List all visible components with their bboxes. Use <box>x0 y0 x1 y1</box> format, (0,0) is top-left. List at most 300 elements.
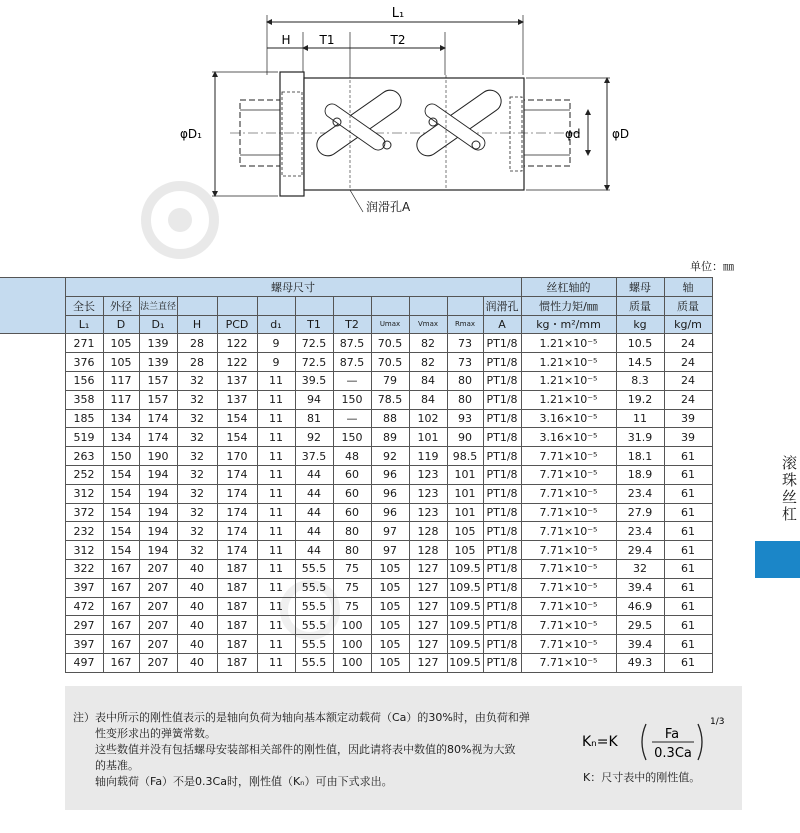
table-cell: 11 <box>257 465 295 484</box>
table-cell: 187 <box>217 616 257 635</box>
table-cell: 154 <box>103 503 139 522</box>
dim-T1-label: T1 <box>319 33 335 47</box>
table-cell: PT1/8 <box>483 428 521 447</box>
table-cell: 61 <box>664 541 712 560</box>
table-cell: 55.5 <box>295 616 333 635</box>
inertia-header-3: kg・m²/mm <box>521 315 616 334</box>
table-cell: 79 <box>371 371 409 390</box>
table-cell: 44 <box>295 503 333 522</box>
table-cell: 9 <box>257 334 295 353</box>
table-cell: 93 <box>447 409 483 428</box>
lead-cell <box>0 578 65 597</box>
table-cell: PT1/8 <box>483 653 521 672</box>
table-cell: 187 <box>217 635 257 654</box>
table-cell: 123 <box>409 503 447 522</box>
table-cell: PT1/8 <box>483 447 521 466</box>
table-cell: 207 <box>139 559 177 578</box>
table-row <box>0 653 712 672</box>
table-row <box>0 465 712 484</box>
table-cell: 44 <box>295 541 333 560</box>
lead-cell <box>0 409 65 428</box>
table-cell: 32 <box>177 522 217 541</box>
table-row <box>0 447 712 466</box>
table-cell: 154 <box>103 465 139 484</box>
table-cell: 11 <box>257 447 295 466</box>
table-cell: 187 <box>217 578 257 597</box>
table-cell: 174 <box>139 409 177 428</box>
table-cell: 101 <box>409 428 447 447</box>
lead-header-cell <box>0 278 65 334</box>
table-cell: 358 <box>65 390 103 409</box>
lead-cell <box>0 522 65 541</box>
table-cell: 39.4 <box>616 578 664 597</box>
table-cell: 167 <box>103 597 139 616</box>
k-note: K：尺寸表中的刚性值。 <box>583 771 701 784</box>
table-cell: 39 <box>664 409 712 428</box>
table-cell: 123 <box>409 484 447 503</box>
table-cell: PT1/8 <box>483 559 521 578</box>
table-cell: 150 <box>333 390 371 409</box>
col-top <box>217 296 257 315</box>
table-cell: 11 <box>257 390 295 409</box>
table-cell: 55.5 <box>295 578 333 597</box>
table-cell: PT1/8 <box>483 522 521 541</box>
table-row <box>0 503 712 522</box>
col-top <box>447 296 483 315</box>
table-row <box>0 409 712 428</box>
table-cell: PT1/8 <box>483 334 521 353</box>
table-cell: 11 <box>257 616 295 635</box>
table-cell: 167 <box>103 559 139 578</box>
col-bottom: Rmax <box>447 315 483 334</box>
table-cell: 10.5 <box>616 334 664 353</box>
table-cell: 167 <box>103 635 139 654</box>
col-bottom: D <box>103 315 139 334</box>
table-cell: 40 <box>177 616 217 635</box>
table-cell: 70.5 <box>371 353 409 372</box>
nut-mass-header-3: kg <box>616 315 664 334</box>
table-cell: 24 <box>664 390 712 409</box>
table-cell: 1.21×10⁻⁵ <box>521 334 616 353</box>
table-cell: 32 <box>177 390 217 409</box>
table-cell: PT1/8 <box>483 635 521 654</box>
note-text <box>73 710 563 790</box>
nut-mass-header-1: 螺母 <box>616 278 664 297</box>
table-cell: 167 <box>103 653 139 672</box>
col-bottom: d₁ <box>257 315 295 334</box>
table-cell: 207 <box>139 653 177 672</box>
formula-exponent: 1/3 <box>710 717 725 727</box>
table-cell: PT1/8 <box>483 465 521 484</box>
dim-D1-label: φD₁ <box>180 127 202 141</box>
table-cell: PT1/8 <box>483 597 521 616</box>
table-cell: 128 <box>409 522 447 541</box>
table-cell: PT1/8 <box>483 484 521 503</box>
table-cell: 322 <box>65 559 103 578</box>
col-top <box>257 296 295 315</box>
note-line: 的基准。 <box>95 759 139 772</box>
table-cell: 297 <box>65 616 103 635</box>
table-cell: 96 <box>371 503 409 522</box>
table-cell: 123 <box>409 465 447 484</box>
table-cell: 94 <box>295 390 333 409</box>
lead-cell <box>0 541 65 560</box>
col-bottom: Vmax <box>409 315 447 334</box>
table-cell: 80 <box>333 541 371 560</box>
table-cell: PT1/8 <box>483 371 521 390</box>
table-cell: 96 <box>371 484 409 503</box>
formula-numerator: Fa <box>664 727 680 742</box>
col-top <box>295 296 333 315</box>
note-box <box>65 686 742 810</box>
table-cell: 174 <box>217 503 257 522</box>
table-cell: 11 <box>257 541 295 560</box>
table-cell: 61 <box>664 559 712 578</box>
table-cell: 11 <box>257 503 295 522</box>
table-cell: 88 <box>371 409 409 428</box>
table-cell: 7.71×10⁻⁵ <box>521 635 616 654</box>
table-cell: 187 <box>217 597 257 616</box>
table-cell: 72.5 <box>295 334 333 353</box>
table-cell: 376 <box>65 353 103 372</box>
table-cell: 194 <box>139 522 177 541</box>
side-tab-accent <box>755 541 800 578</box>
table-cell: 187 <box>217 653 257 672</box>
table-row <box>0 428 712 447</box>
col-top <box>333 296 371 315</box>
table-cell: 127 <box>409 653 447 672</box>
lead-cell <box>0 484 65 503</box>
table-cell: 82 <box>409 334 447 353</box>
table-cell: 127 <box>409 559 447 578</box>
lube-hole-label: 润滑孔A <box>366 200 411 214</box>
table-cell: 122 <box>217 353 257 372</box>
table-cell: 40 <box>177 578 217 597</box>
table-cell: 101 <box>447 484 483 503</box>
lead-cell <box>0 447 65 466</box>
table-cell: 11 <box>616 409 664 428</box>
table-cell: 207 <box>139 635 177 654</box>
note-line: 轴向载荷（Fa）不是0.3Ca时，刚性值（Kₙ）可由下式求出。 <box>95 775 393 788</box>
table-cell: 3.16×10⁻⁵ <box>521 409 616 428</box>
table-row <box>0 334 712 353</box>
table-cell: 372 <box>65 503 103 522</box>
table-cell: 137 <box>217 390 257 409</box>
table-cell: 207 <box>139 616 177 635</box>
table-cell: 98.5 <box>447 447 483 466</box>
table-cell: 127 <box>409 616 447 635</box>
stiffness-formula <box>580 710 740 766</box>
table-cell: 194 <box>139 541 177 560</box>
col-top <box>409 296 447 315</box>
table-cell: 1.21×10⁻⁵ <box>521 390 616 409</box>
table-cell: 11 <box>257 409 295 428</box>
table-cell: 39 <box>664 428 712 447</box>
table-cell: 75 <box>333 597 371 616</box>
table-cell: 80 <box>333 522 371 541</box>
table-cell: 271 <box>65 334 103 353</box>
table-cell: 61 <box>664 522 712 541</box>
table-cell: 174 <box>217 541 257 560</box>
table-cell: 78.5 <box>371 390 409 409</box>
table-cell: 194 <box>139 503 177 522</box>
table-cell: 29.5 <box>616 616 664 635</box>
table-cell: 105 <box>371 653 409 672</box>
table-cell: 167 <box>103 578 139 597</box>
table-cell: 170 <box>217 447 257 466</box>
table-cell: 72.5 <box>295 353 333 372</box>
table-cell: 11 <box>257 371 295 390</box>
table-cell: 157 <box>139 390 177 409</box>
table-cell: 44 <box>295 465 333 484</box>
table-cell: 7.71×10⁻⁵ <box>521 541 616 560</box>
table-cell: 7.71×10⁻⁵ <box>521 447 616 466</box>
table-cell: 44 <box>295 484 333 503</box>
table-cell: 397 <box>65 635 103 654</box>
table-cell: 14.5 <box>616 353 664 372</box>
table-cell: 154 <box>103 541 139 560</box>
lead-cell <box>0 334 65 353</box>
table-cell: 263 <box>65 447 103 466</box>
table-cell: 109.5 <box>447 635 483 654</box>
col-bottom: L₁ <box>65 315 103 334</box>
table-row <box>0 616 712 635</box>
table-cell: 60 <box>333 484 371 503</box>
lead-cell <box>0 597 65 616</box>
table-cell: 18.9 <box>616 465 664 484</box>
note-line: 注）表中所示的刚性值表示的是轴向负荷为轴向基本额定动载荷（Ca）的30%时，由负荷和弹 <box>73 711 530 724</box>
table-cell: 60 <box>333 465 371 484</box>
lead-cell <box>0 465 65 484</box>
table-cell: 167 <box>103 616 139 635</box>
table-cell: 519 <box>65 428 103 447</box>
table-cell: 39.5 <box>295 371 333 390</box>
table-cell: 156 <box>65 371 103 390</box>
table-cell: 11 <box>257 635 295 654</box>
table-cell: 109.5 <box>447 597 483 616</box>
table-cell: 127 <box>409 635 447 654</box>
table-cell: PT1/8 <box>483 353 521 372</box>
col-top <box>371 296 409 315</box>
col-top: 全长 <box>65 296 103 315</box>
table-cell: 105 <box>371 597 409 616</box>
table-cell: 27.9 <box>616 503 664 522</box>
table-cell: 11 <box>257 653 295 672</box>
table-row <box>0 484 712 503</box>
table-cell: 105 <box>447 522 483 541</box>
table-row <box>0 578 712 597</box>
table-cell: 109.5 <box>447 653 483 672</box>
table-header-row-2 <box>0 296 712 315</box>
table-row <box>0 371 712 390</box>
nut-dims-header: 螺母尺寸 <box>65 278 521 297</box>
table-cell: 497 <box>65 653 103 672</box>
table-cell: 194 <box>139 465 177 484</box>
table-cell: 39.4 <box>616 635 664 654</box>
formula-lhs: Kₙ=K <box>582 734 618 750</box>
table-cell: 134 <box>103 428 139 447</box>
table-cell: 24 <box>664 353 712 372</box>
table-cell: 61 <box>664 503 712 522</box>
table-cell: 73 <box>447 334 483 353</box>
table-cell: 105 <box>371 635 409 654</box>
table-cell: 32 <box>616 559 664 578</box>
table-cell: 61 <box>664 653 712 672</box>
table-cell: 150 <box>333 428 371 447</box>
table-cell: 1.21×10⁻⁵ <box>521 353 616 372</box>
table-cell: 7.71×10⁻⁵ <box>521 503 616 522</box>
shaft-mass-header-2: 质量 <box>664 296 712 315</box>
table-cell: 37.5 <box>295 447 333 466</box>
formula-denominator: 0.3Ca <box>654 746 692 761</box>
table-cell: 7.71×10⁻⁵ <box>521 597 616 616</box>
lead-cell <box>0 353 65 372</box>
table-cell: 60 <box>333 503 371 522</box>
table-cell: 84 <box>409 390 447 409</box>
spec-table <box>0 277 713 673</box>
table-cell: 97 <box>371 522 409 541</box>
table-cell: 90 <box>447 428 483 447</box>
table-header-row-3 <box>0 315 712 334</box>
table-cell: 11 <box>257 522 295 541</box>
table-cell: 55.5 <box>295 559 333 578</box>
table-cell: 117 <box>103 371 139 390</box>
table-cell: 100 <box>333 653 371 672</box>
col-bottom: Umax <box>371 315 409 334</box>
table-cell: 207 <box>139 597 177 616</box>
table-cell: 11 <box>257 559 295 578</box>
col-top: 外径 <box>103 296 139 315</box>
table-cell: 87.5 <box>333 353 371 372</box>
table-cell: 31.9 <box>616 428 664 447</box>
table-cell: 46.9 <box>616 597 664 616</box>
col-bottom: H <box>177 315 217 334</box>
table-cell: PT1/8 <box>483 409 521 428</box>
table-cell: 100 <box>333 616 371 635</box>
table-cell: 122 <box>217 334 257 353</box>
table-cell: PT1/8 <box>483 390 521 409</box>
table-row <box>0 597 712 616</box>
table-cell: 134 <box>103 409 139 428</box>
table-cell: 187 <box>217 559 257 578</box>
table-cell: 75 <box>333 578 371 597</box>
table-cell: 61 <box>664 447 712 466</box>
table-cell: 96 <box>371 465 409 484</box>
table-cell: 61 <box>664 597 712 616</box>
table-cell: 40 <box>177 635 217 654</box>
table-body <box>0 334 712 672</box>
table-cell: 312 <box>65 541 103 560</box>
table-cell: 61 <box>664 578 712 597</box>
table-row <box>0 541 712 560</box>
table-cell: 101 <box>447 503 483 522</box>
table-cell: 92 <box>295 428 333 447</box>
table-cell: 61 <box>664 484 712 503</box>
table-cell: 207 <box>139 578 177 597</box>
watermark-logo <box>140 160 440 280</box>
table-cell: — <box>333 371 371 390</box>
table-cell: 472 <box>65 597 103 616</box>
table-cell: 252 <box>65 465 103 484</box>
table-cell: 105 <box>447 541 483 560</box>
shaft-mass-header-3: kg/m <box>664 315 712 334</box>
table-cell: 139 <box>139 353 177 372</box>
table-cell: 32 <box>177 447 217 466</box>
table-cell: 48 <box>333 447 371 466</box>
unit-label: 单位：㎜ <box>690 260 734 273</box>
table-cell: 11 <box>257 578 295 597</box>
table-cell: — <box>333 409 371 428</box>
side-tab-label: 滚珠丝杠 <box>780 455 798 523</box>
table-cell: PT1/8 <box>483 616 521 635</box>
table-cell: 23.4 <box>616 522 664 541</box>
shaft-mass-header-1: 轴 <box>664 278 712 297</box>
col-bottom: T2 <box>333 315 371 334</box>
table-cell: 40 <box>177 559 217 578</box>
table-cell: 154 <box>217 428 257 447</box>
inertia-header-2: 惯性力矩/㎜ <box>521 296 616 315</box>
dim-d-label: φd <box>565 127 581 141</box>
table-cell: 40 <box>177 653 217 672</box>
table-cell: 105 <box>371 559 409 578</box>
table-cell: 61 <box>664 635 712 654</box>
col-top <box>177 296 217 315</box>
table-cell: 7.71×10⁻⁵ <box>521 653 616 672</box>
table-cell: 127 <box>409 597 447 616</box>
table-cell: 49.3 <box>616 653 664 672</box>
table-cell: 92 <box>371 447 409 466</box>
table-cell: 84 <box>409 371 447 390</box>
table-cell: 101 <box>447 465 483 484</box>
table-cell: 397 <box>65 578 103 597</box>
table-row <box>0 559 712 578</box>
table-cell: 128 <box>409 541 447 560</box>
table-cell: 139 <box>139 334 177 353</box>
table-cell: 109.5 <box>447 559 483 578</box>
dim-L1-label: L₁ <box>391 6 405 21</box>
table-cell: 24 <box>664 371 712 390</box>
table-cell: 105 <box>103 334 139 353</box>
table-row <box>0 635 712 654</box>
table-cell: 127 <box>409 578 447 597</box>
table-cell: 87.5 <box>333 334 371 353</box>
table-cell: 185 <box>65 409 103 428</box>
table-cell: 80 <box>447 390 483 409</box>
dim-T2-label: T2 <box>390 33 406 47</box>
table-cell: 32 <box>177 428 217 447</box>
table-cell: 75 <box>333 559 371 578</box>
table-cell: 100 <box>333 635 371 654</box>
col-bottom: PCD <box>217 315 257 334</box>
table-cell: 32 <box>177 541 217 560</box>
table-cell: 7.71×10⁻⁵ <box>521 559 616 578</box>
col-top: 润滑孔 <box>483 296 521 315</box>
table-cell: 23.4 <box>616 484 664 503</box>
table-cell: 109.5 <box>447 578 483 597</box>
lead-cell <box>0 559 65 578</box>
inertia-header-1: 丝杠轴的 <box>521 278 616 297</box>
table-cell: 7.71×10⁻⁵ <box>521 522 616 541</box>
table-cell: 80 <box>447 371 483 390</box>
table-cell: 105 <box>371 616 409 635</box>
table-cell: 154 <box>103 522 139 541</box>
table-cell: 119 <box>409 447 447 466</box>
table-cell: 81 <box>295 409 333 428</box>
table-cell: 109.5 <box>447 616 483 635</box>
table-cell: 55.5 <box>295 597 333 616</box>
table-cell: 82 <box>409 353 447 372</box>
table-cell: 61 <box>664 465 712 484</box>
